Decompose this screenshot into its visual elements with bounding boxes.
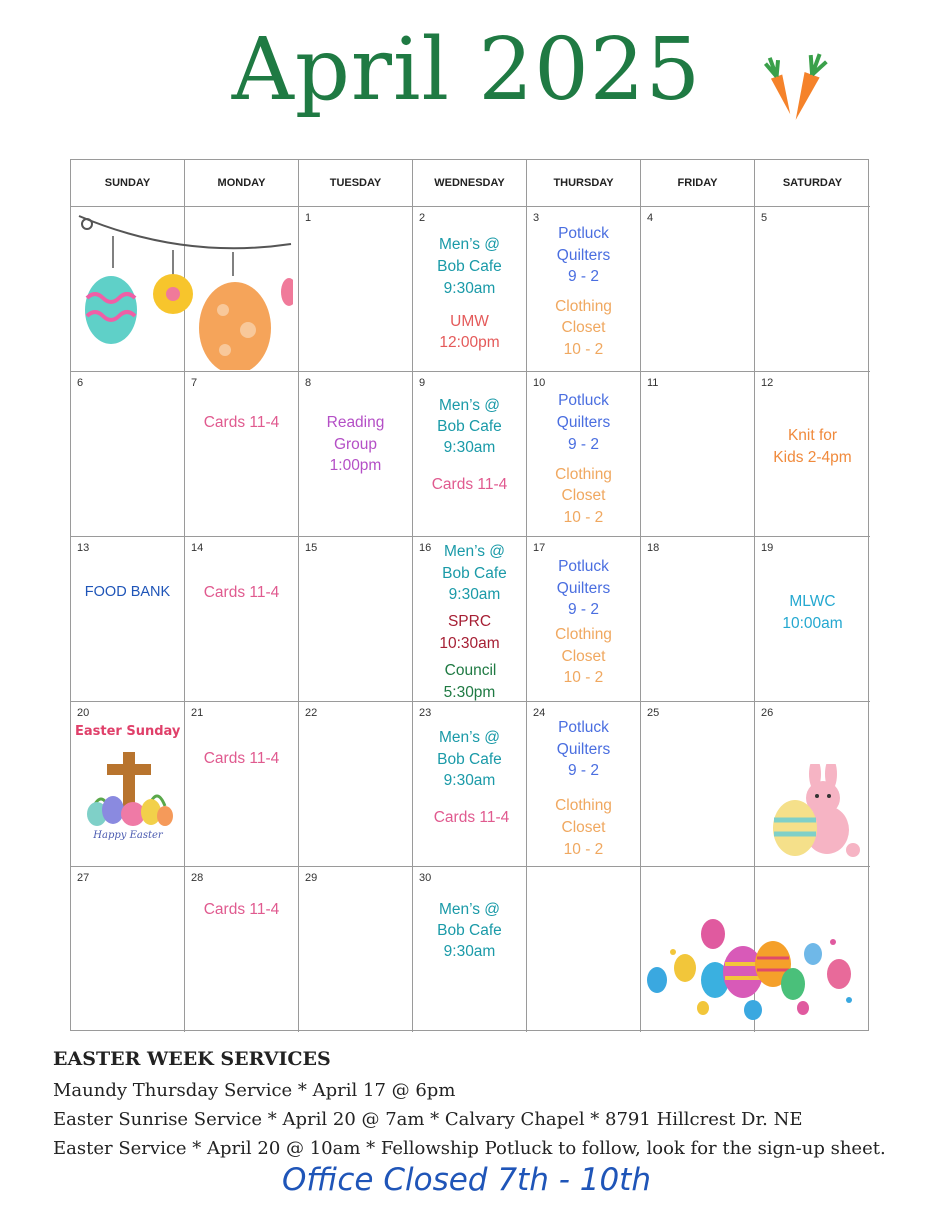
- day-cell: [413, 537, 527, 702]
- easter-sunday-label: Easter Sunday: [75, 724, 181, 739]
- day-number: 12: [761, 377, 774, 389]
- day-cell: [71, 702, 185, 867]
- service-line-sunrise: Easter Sunrise Service * April 20 @ 7am * Calvary Chapel * 8791 Hillcrest Dr. NE: [53, 1109, 803, 1130]
- day-cell: [71, 372, 185, 537]
- day-cell: [299, 867, 413, 1032]
- event-knit-line1: Knit for: [787, 427, 838, 444]
- day-number: 6: [77, 377, 84, 389]
- day-cell: [527, 372, 641, 537]
- day-number: 1: [305, 212, 312, 224]
- day-cell: [527, 537, 641, 702]
- event-closet-line2: Closet: [561, 319, 606, 336]
- day-number: 16: [419, 542, 432, 554]
- event-mlwc-line2: 10:00am: [782, 615, 843, 632]
- day-number: 8: [305, 377, 312, 389]
- day-cell: [755, 537, 870, 702]
- day-number: 25: [647, 707, 660, 719]
- header-friday: FRIDAY: [641, 160, 755, 207]
- event-sprc-line2: 10:30am: [439, 635, 500, 652]
- event-closet-line2: Closet: [561, 648, 606, 665]
- day-cell: [527, 207, 641, 372]
- day-number: 29: [305, 872, 318, 884]
- day-cell: [413, 867, 527, 1032]
- day-number: 19: [761, 542, 774, 554]
- day-number: 3: [533, 212, 540, 224]
- day-number: 10: [533, 377, 546, 389]
- event-mens-line3: 9:30am: [443, 439, 496, 456]
- day-cell: [299, 372, 413, 537]
- event-closet-line3: 10 - 2: [563, 341, 604, 358]
- easter-services-heading: EASTER WEEK SERVICES: [53, 1048, 331, 1070]
- event-mens-line2: Bob Cafe: [437, 258, 502, 275]
- event-closet-line2: Closet: [561, 819, 606, 836]
- page-title: April 2025: [231, 20, 702, 120]
- event-potluck-line2: Quilters: [556, 580, 611, 597]
- day-number: 30: [419, 872, 432, 884]
- day-cell: [641, 207, 755, 372]
- event-mens-line2: Bob Cafe: [442, 565, 507, 582]
- day-cell: [641, 702, 755, 867]
- day-cell: [413, 207, 527, 372]
- event-potluck-line1: Potluck: [558, 558, 609, 575]
- day-number: 27: [77, 872, 90, 884]
- day-cell: [641, 537, 755, 702]
- event-mlwc-line1: MLWC: [789, 593, 836, 610]
- day-number: 5: [761, 212, 768, 224]
- event-potluck-line3: 9 - 2: [567, 762, 599, 779]
- day-number: 28: [191, 872, 204, 884]
- event-umw-line1: UMW: [450, 313, 489, 330]
- event-cards: Cards 11-4: [203, 901, 280, 918]
- event-potluck-line2: Quilters: [556, 414, 611, 431]
- event-potluck-line1: Potluck: [558, 225, 609, 242]
- happy-easter-text: Happy Easter: [93, 830, 163, 841]
- carrots-icon: [760, 46, 832, 126]
- header-wednesday: WEDNESDAY: [413, 160, 527, 207]
- office-closed-notice: Office Closed 7th - 10th: [281, 1162, 651, 1198]
- event-cards: Cards 11-4: [433, 809, 510, 826]
- day-number: 11: [647, 377, 659, 389]
- day-number: 18: [647, 542, 660, 554]
- event-closet-line1: Clothing: [555, 298, 612, 315]
- easter-eggs-pile-icon: [643, 908, 865, 1026]
- event-mens-line3: 9:30am: [443, 772, 496, 789]
- day-number: 22: [305, 707, 318, 719]
- day-cell: [641, 372, 755, 537]
- day-cell: [299, 207, 413, 372]
- event-council-line2: 5:30pm: [443, 684, 496, 701]
- event-potluck-line3: 9 - 2: [567, 601, 599, 618]
- event-mens-line1: Men’s @: [438, 729, 501, 746]
- bunny-egg-icon: [771, 764, 861, 860]
- event-mens-line3: 9:30am: [443, 943, 496, 960]
- day-cell: [413, 702, 527, 867]
- event-mens-line2: Bob Cafe: [437, 751, 502, 768]
- event-cards: Cards 11-4: [203, 750, 280, 767]
- event-cards: Cards 11-4: [203, 584, 280, 601]
- day-cell: [755, 702, 870, 867]
- day-number: 4: [647, 212, 654, 224]
- event-mens-line1: Men’s @: [438, 901, 501, 918]
- day-number: 17: [533, 542, 546, 554]
- event-potluck-line1: Potluck: [558, 392, 609, 409]
- event-closet-line1: Clothing: [555, 626, 612, 643]
- day-number: 21: [191, 707, 204, 719]
- header-saturday: SATURDAY: [755, 160, 870, 207]
- event-mens-line3: 9:30am: [448, 586, 501, 603]
- calendar-grid: [70, 159, 869, 1031]
- day-number: 15: [305, 542, 318, 554]
- event-closet-line2: Closet: [561, 487, 606, 504]
- event-knit-line2: Kids 2-4pm: [773, 449, 852, 466]
- event-reading-line3: 1:00pm: [329, 457, 382, 474]
- event-potluck-line3: 9 - 2: [567, 436, 599, 453]
- event-mens-line1: Men’s @: [438, 397, 501, 414]
- service-line-easter: Easter Service * April 20 @ 10am * Fellowship Potluck to follow, look for the sign-up sheet.: [53, 1138, 886, 1159]
- day-number: 26: [761, 707, 774, 719]
- event-closet-line1: Clothing: [555, 466, 612, 483]
- day-cell: [299, 537, 413, 702]
- event-cards: Cards 11-4: [203, 414, 280, 431]
- day-cell: [185, 702, 299, 867]
- cross-eggs-icon: [83, 748, 175, 828]
- day-number: 14: [191, 542, 204, 554]
- day-cell: [185, 867, 299, 1032]
- event-cards: Cards 11-4: [431, 476, 508, 493]
- event-mens-line2: Bob Cafe: [437, 418, 502, 435]
- day-cell: [755, 372, 870, 537]
- event-council-line1: Council: [444, 662, 497, 679]
- event-food-bank: FOOD BANK: [84, 584, 171, 600]
- event-closet-line1: Clothing: [555, 797, 612, 814]
- egg-garland-icon: [73, 210, 293, 370]
- event-potluck-line2: Quilters: [556, 741, 611, 758]
- day-cell: [71, 537, 185, 702]
- event-closet-line3: 10 - 2: [563, 841, 604, 858]
- header-thursday: THURSDAY: [527, 160, 641, 207]
- day-cell: [71, 867, 185, 1032]
- event-closet-line3: 10 - 2: [563, 669, 604, 686]
- event-potluck-line3: 9 - 2: [567, 268, 599, 285]
- day-cell: [527, 702, 641, 867]
- day-cell: [299, 702, 413, 867]
- header-tuesday: TUESDAY: [299, 160, 413, 207]
- header-monday: MONDAY: [185, 160, 299, 207]
- event-mens-line1: Men’s @: [443, 543, 506, 560]
- day-number: 2: [419, 212, 426, 224]
- day-number: 7: [191, 377, 198, 389]
- day-cell: [755, 207, 870, 372]
- event-mens-line2: Bob Cafe: [437, 922, 502, 939]
- easter-services-section: [53, 1048, 886, 1163]
- event-closet-line3: 10 - 2: [563, 509, 604, 526]
- header-sunday: SUNDAY: [71, 160, 185, 207]
- day-number: 24: [533, 707, 546, 719]
- day-cell: [185, 537, 299, 702]
- event-reading-line1: Reading: [326, 414, 385, 431]
- day-number: 23: [419, 707, 432, 719]
- event-umw-line2: 12:00pm: [439, 334, 500, 351]
- day-cell: [185, 372, 299, 537]
- event-mens-line3: 9:30am: [443, 280, 496, 297]
- day-number: 20: [77, 707, 90, 719]
- event-potluck-line1: Potluck: [558, 719, 609, 736]
- event-reading-line2: Group: [333, 436, 378, 453]
- event-sprc-line1: SPRC: [447, 613, 492, 630]
- day-number: 9: [419, 377, 426, 389]
- day-number: 13: [77, 542, 90, 554]
- service-line-maundy: Maundy Thursday Service * April 17 @ 6pm: [53, 1080, 456, 1101]
- event-potluck-line2: Quilters: [556, 247, 611, 264]
- day-cell-empty: [527, 867, 641, 1032]
- day-cell: [413, 372, 527, 537]
- event-mens-line1: Men’s @: [438, 236, 501, 253]
